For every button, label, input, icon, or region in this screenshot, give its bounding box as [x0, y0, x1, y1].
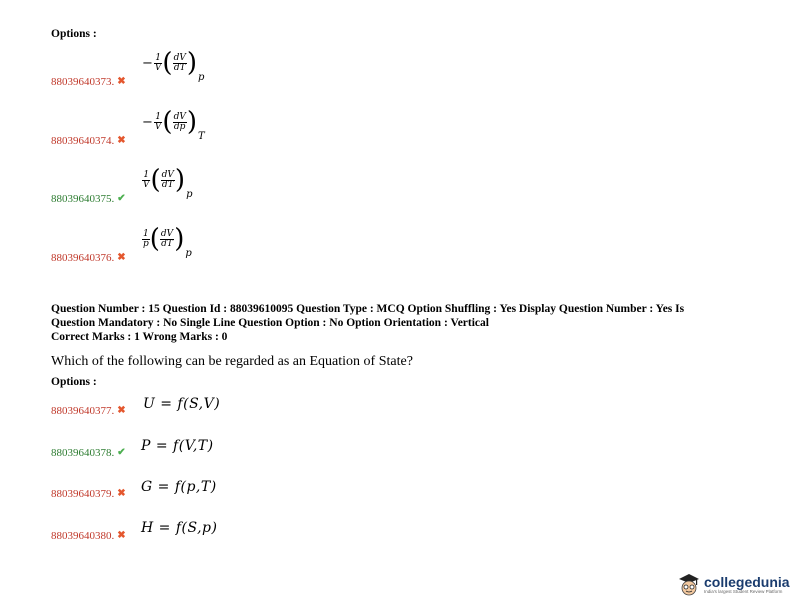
logo-tagline: India's largest Student Review Platform [704, 589, 783, 594]
option-id: 88039640376. [51, 252, 115, 264]
option-id: 88039640380. [51, 530, 115, 542]
option-id: 88039640373. [51, 76, 115, 88]
option-row[interactable] [51, 193, 126, 205]
option-row[interactable] [51, 405, 126, 417]
formula-option-374: − $\frac{1}{V}$ ( $\frac{dV}{dp}$ )$_T$ [142, 107, 205, 142]
option-row[interactable] [51, 488, 126, 500]
cross-icon: ✖ [117, 76, 126, 87]
question-meta [51, 302, 751, 344]
option-row[interactable] [51, 76, 126, 88]
formula-option-375: $\frac{1}{V}$ ( $\frac{dV}{dT}$ )$_p$ [143, 165, 193, 200]
equation-option-379: G = f(p,T) [141, 479, 217, 495]
formula-option-373: − $\frac{1}{V}$ ( $\frac{dV}{dT}$ )$_p$ [142, 48, 205, 83]
question-meta-line-1: Question Number : 15 Question Id : 88039610095 Question Type : MCQ Option Shuffling : Yes Display Question Number : Yes Is [51, 303, 685, 315]
formula-option-376: $\frac{1}{p}$ ( $\frac{dV}{dT}$ )$_p$ [143, 224, 192, 259]
equation-option-377: U = f(S,V) [143, 396, 221, 412]
option-id: 88039640375. [51, 193, 115, 205]
option-row[interactable] [51, 252, 126, 264]
logo-brand: collegedunia [704, 574, 790, 590]
option-row[interactable] [51, 530, 126, 542]
equation-option-380: H = f(S,p) [141, 520, 218, 536]
cross-icon: ✖ [117, 135, 126, 146]
cross-icon: ✖ [117, 530, 126, 541]
cross-icon: ✖ [117, 488, 126, 499]
cross-icon: ✖ [117, 405, 126, 416]
option-row[interactable] [51, 135, 126, 147]
cross-icon: ✖ [117, 252, 126, 263]
check-icon: ✔ [117, 447, 126, 458]
option-row[interactable] [51, 447, 126, 459]
check-icon: ✔ [117, 193, 126, 204]
option-id: 88039640379. [51, 488, 115, 500]
mascot-icon [676, 572, 702, 598]
option-id: 88039640378. [51, 447, 115, 459]
collegedunia-logo [676, 572, 790, 598]
options-label: Options : [51, 376, 97, 388]
question-meta-line-2: Question Mandatory : No Single Line Question Option : No Option Orientation : Vertical [51, 317, 489, 329]
prev-options-label: Options : [51, 28, 97, 40]
question-text: Which of the following can be regarded as an Equation of State? [51, 354, 413, 369]
option-id: 88039640374. [51, 135, 115, 147]
option-id: 88039640377. [51, 405, 115, 417]
question-marks: Correct Marks : 1 Wrong Marks : 0 [51, 331, 228, 343]
equation-option-378: P = f(V,T) [141, 438, 214, 454]
